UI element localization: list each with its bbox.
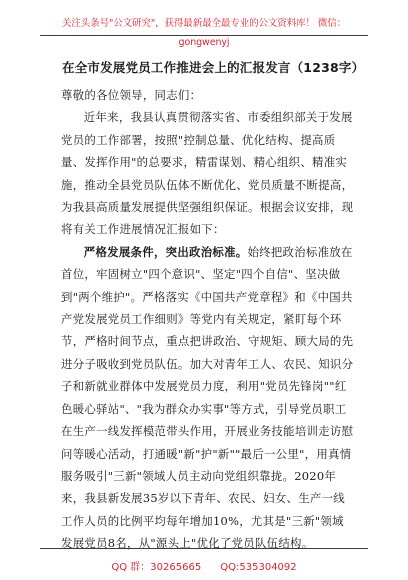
promo-header-text: 关注头条号"公文研究"，获得最新最全最专业的公文资料库！ 微信：gongwenyj (61, 18, 347, 48)
promo-header (40, 8, 368, 48)
section-1-body: 始终把政治标准放在首位，牢固树立"四个意识"、坚定"四个自信"、坚决做到"两个维护"。严格落实《中国共产党章程》和《中国共产党发展党员工作细则》等党内有关规定，紧盯每个环节，严格时间节点，重点把讲政治、守规矩、顾大局的先进分子吸收到党员队伍。加大对青年工人、农民、知识分子和新就业群体中发展党员力度，利用"党员先锋岗""红色暖心驿站"、"我为群众办实事"等方式，引导党员职工在生产一线发挥模范带头作用，开展业务技能培训走访慰问等暖心活动，打通暖"新"护"新""最后一公里"，用真情服务吸引"三新"领域人员主动向党组织靠拢。2020年来，我县新发展35岁以下青年、农民、妇女、生产一线工作人员的比例平均每年增加10%，尤其是"三新"领域发展党员8名，从"源头上"优化了党员队伍结构。 (61, 244, 354, 551)
salutation: 尊敬的各位领导，同志们： (61, 88, 202, 102)
footer-qq: QQ:535304092 (220, 562, 297, 573)
header-divider (40, 35, 368, 36)
document-body (61, 84, 355, 555)
intro-paragraph: 近年来，我县认真贯彻落实省、市委组织部关于发展党员的工作部署，按照"控制总量、优化结构、提高质量、发挥作用"的总要求，精雷谋划、精心组织、精准实施，推动全县党员队伍体不断优化、党员质量不断提高，为我县高质量发展提供坚强组织保证。根据会议安排，现将有关工作进展情况汇报如下： (61, 110, 354, 237)
section-1-paragraph (61, 241, 355, 555)
document-title: 在全市发展党员工作推进会上的汇报发言（1238字） (62, 60, 365, 75)
promo-footer (40, 548, 368, 572)
section-1-lead: 严格发展条件，突出政治标准。 (83, 244, 248, 259)
footer-qq-group: QQ 群：30265665 (111, 562, 202, 573)
